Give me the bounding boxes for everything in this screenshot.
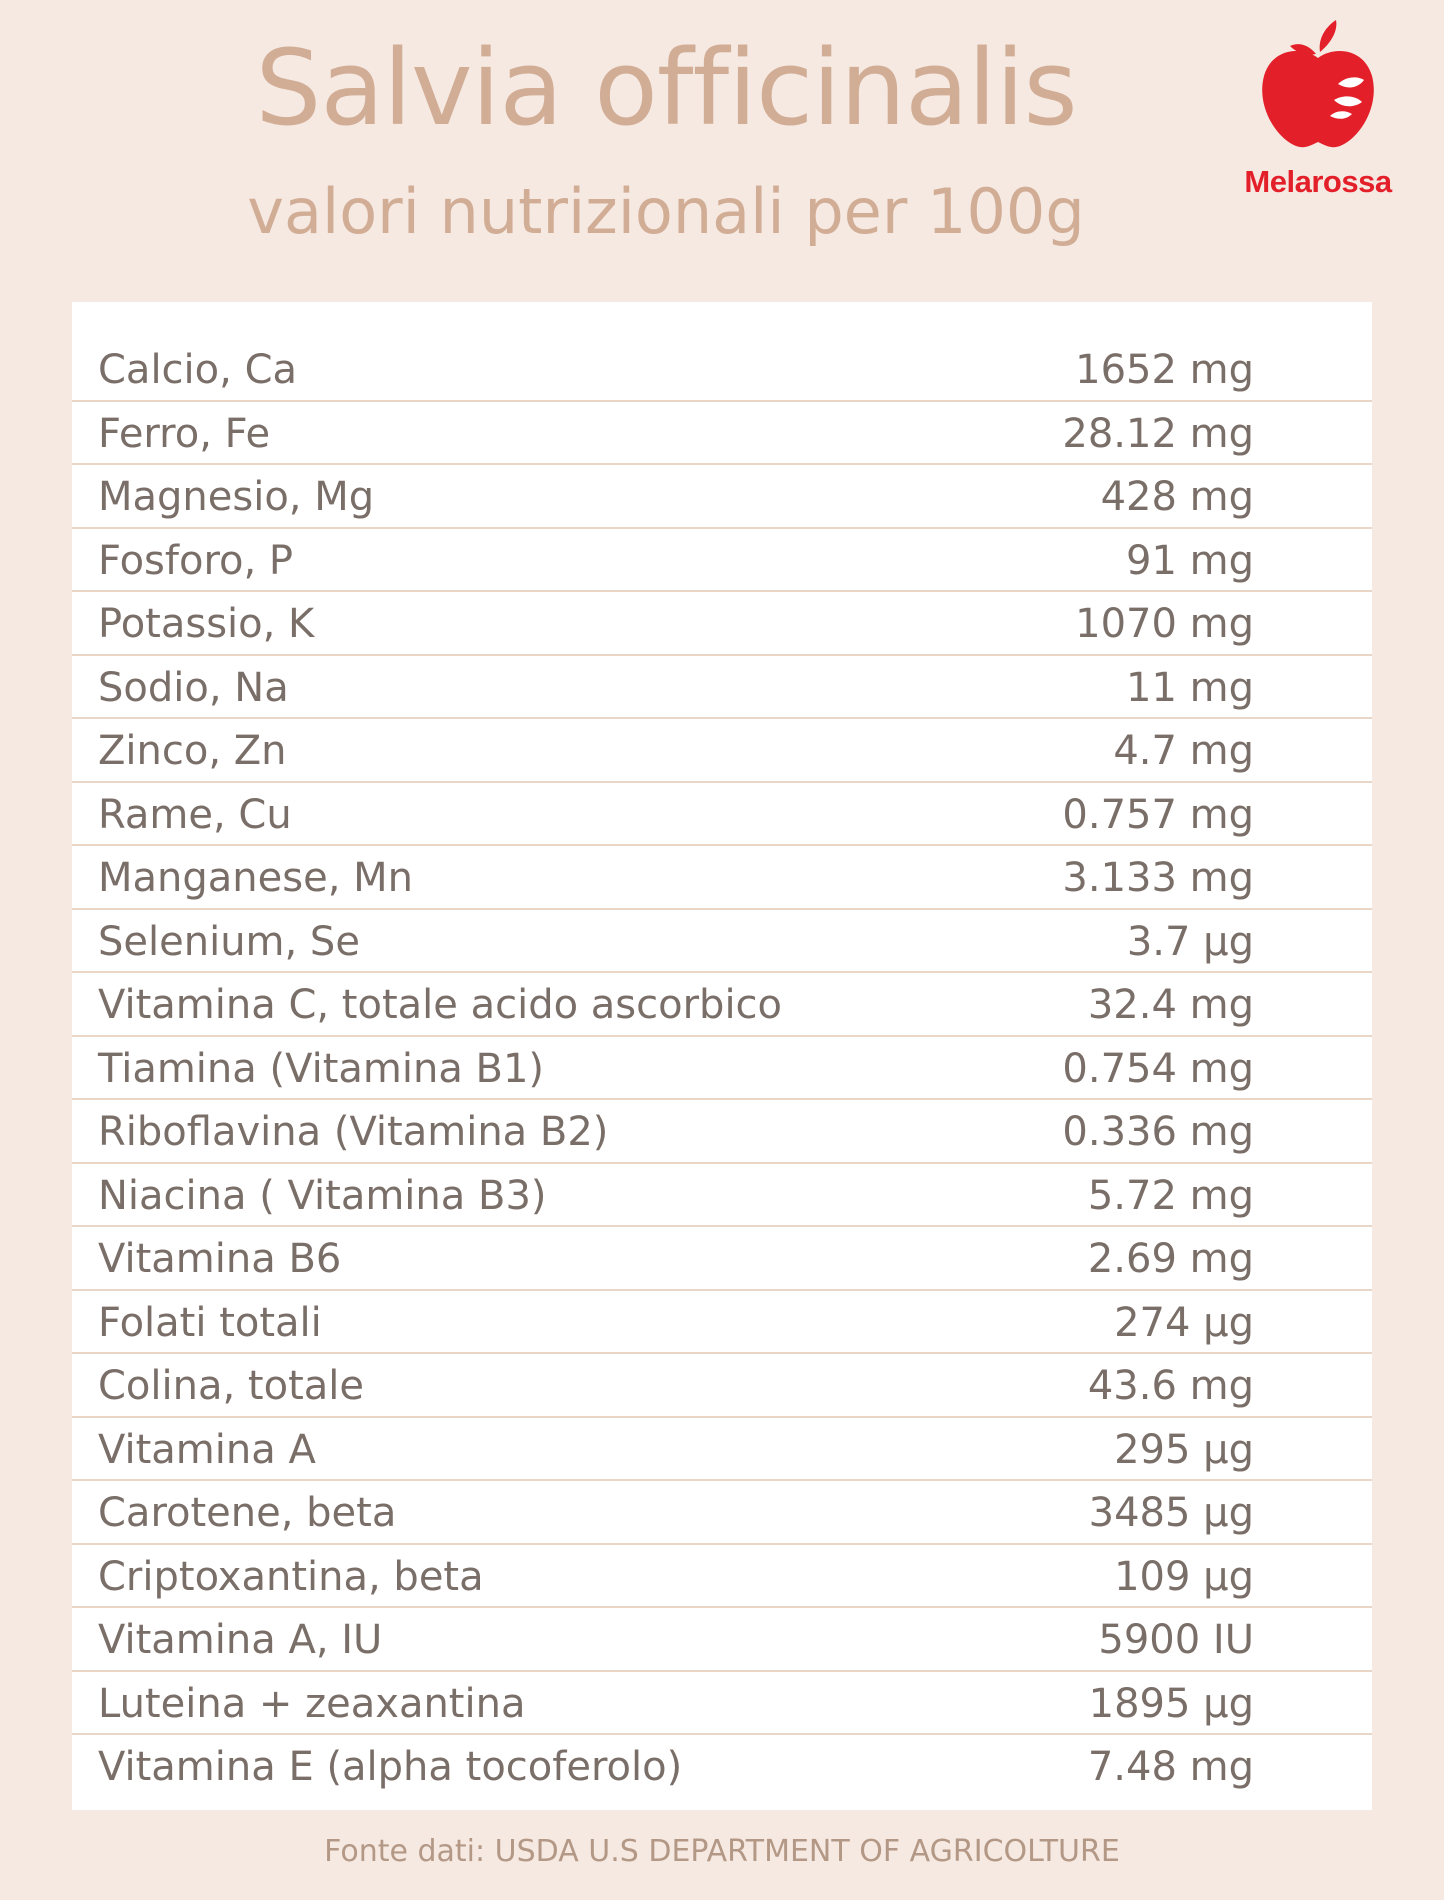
nutrient-name: Luteina + zeaxantina (98, 1680, 526, 1727)
table-row (72, 1481, 1372, 1545)
nutrient-name: Vitamina E (alpha tocoferolo) (98, 1744, 683, 1790)
source-note: Fonte dati: USDA U.S DEPARTMENT OF AGRICOLTURE (324, 1834, 1120, 1869)
table-row (72, 1354, 1372, 1418)
nutrient-name: Fosforo, P (98, 537, 294, 584)
nutrient-name: Vitamina A, IU (98, 1617, 383, 1663)
nutrient-name: Sodio, Na (98, 664, 289, 711)
table-row (72, 973, 1372, 1037)
table-row (72, 592, 1372, 656)
nutrient-value: 3485 µg (1088, 1490, 1254, 1536)
nutrient-value: 28.12 mg (1062, 410, 1254, 457)
nutrient-name: Criptoxantina, beta (98, 1553, 484, 1600)
nutrient-value: 1652 mg (1075, 347, 1254, 393)
nutrient-name: Carotene, beta (98, 1490, 397, 1536)
table-row (72, 1735, 1372, 1797)
nutrition-table (72, 302, 1372, 1810)
table-row (72, 402, 1372, 466)
table-row (72, 1100, 1372, 1164)
nutrient-value: 2.69 mg (1087, 1236, 1254, 1282)
nutrient-value: 295 µg (1114, 1426, 1254, 1473)
table-row (72, 1227, 1372, 1291)
table-body (72, 338, 1372, 1797)
nutrient-name: Vitamina A (98, 1426, 316, 1473)
nutrient-name: Selenium, Se (98, 918, 360, 965)
table-row (72, 1608, 1372, 1672)
table-row (72, 1545, 1372, 1609)
brand-name: Melarossa (1244, 164, 1392, 199)
nutrient-value: 0.757 mg (1062, 791, 1254, 838)
nutrient-name: Folati totali (98, 1299, 322, 1346)
table-row (72, 656, 1372, 720)
table-row (72, 1291, 1372, 1355)
table-row (72, 1164, 1372, 1228)
table-row (72, 1672, 1372, 1736)
nutrient-name: Potassio, K (98, 601, 315, 647)
nutrient-value: 3.133 mg (1062, 855, 1254, 901)
brand-logo[interactable] (1228, 18, 1408, 208)
table-row (72, 338, 1372, 402)
nutrient-value: 0.754 mg (1062, 1045, 1254, 1092)
table-row (72, 1037, 1372, 1101)
nutrient-value: 3.7 µg (1126, 918, 1254, 965)
nutrient-name: Ferro, Fe (98, 410, 271, 457)
table-row (72, 846, 1372, 910)
apple-icon (1258, 18, 1378, 158)
page-subtitle: valori nutrizionali per 100g (247, 175, 1085, 248)
nutrient-name: Colina, totale (98, 1363, 364, 1409)
table-row (72, 1418, 1372, 1482)
page-title: Salvia officinalis (255, 27, 1077, 149)
nutrient-value: 428 mg (1100, 474, 1254, 520)
nutrient-value: 1895 µg (1088, 1680, 1254, 1727)
nutrient-name: Riboflavina (Vitamina B2) (98, 1109, 609, 1155)
nutrient-name: Zinco, Zn (98, 728, 287, 774)
nutrient-name: Vitamina C, totale acido ascorbico (98, 982, 783, 1028)
nutrient-value: 274 µg (1114, 1299, 1254, 1346)
nutrient-value: 91 mg (1126, 537, 1254, 584)
nutrient-value: 11 mg (1126, 664, 1254, 711)
nutrient-value: 4.7 mg (1113, 728, 1254, 774)
nutrient-name: Calcio, Ca (98, 347, 298, 393)
table-row (72, 719, 1372, 783)
nutrient-name: Vitamina B6 (98, 1236, 342, 1282)
nutrient-name: Tiamina (Vitamina B1) (98, 1045, 545, 1092)
table-row (72, 529, 1372, 593)
nutrient-value: 5900 IU (1098, 1617, 1254, 1663)
nutrient-value: 5.72 mg (1087, 1172, 1254, 1219)
nutrient-name: Manganese, Mn (98, 855, 413, 901)
nutrient-value: 7.48 mg (1087, 1744, 1254, 1790)
nutrient-value: 32.4 mg (1087, 982, 1254, 1028)
table-row (72, 910, 1372, 974)
table-row (72, 465, 1372, 529)
nutrient-value: 43.6 mg (1087, 1363, 1254, 1409)
nutrient-value: 0.336 mg (1062, 1109, 1254, 1155)
nutrient-name: Magnesio, Mg (98, 474, 375, 520)
nutrient-name: Rame, Cu (98, 791, 292, 838)
nutrient-value: 1070 mg (1075, 601, 1254, 647)
table-row (72, 783, 1372, 847)
nutrient-name: Niacina ( Vitamina B3) (98, 1172, 547, 1219)
nutrient-value: 109 µg (1114, 1553, 1254, 1600)
